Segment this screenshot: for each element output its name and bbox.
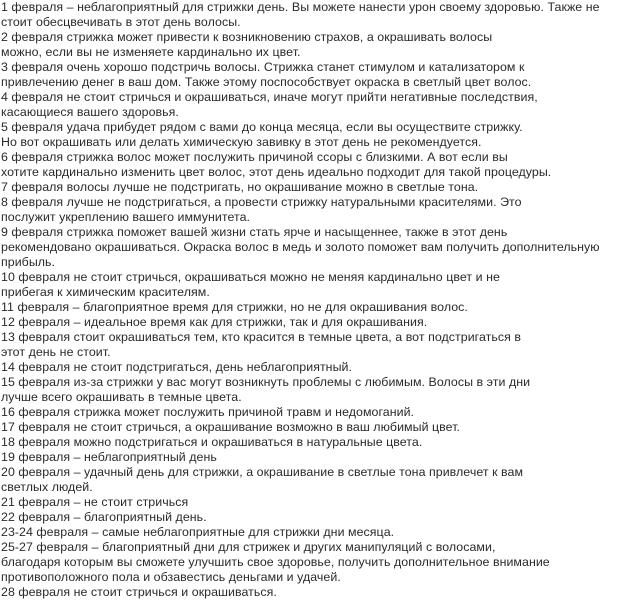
entry-day-19	[1, 450, 637, 465]
entry-day-11	[1, 300, 637, 315]
text-line: 5 февраля удача прибудет рядом с вами до конца месяца, если вы осуществите стрижку.	[1, 120, 523, 134]
entry-day-25-27	[1, 540, 637, 585]
text-line: касающиеся вашего здоровья.	[1, 105, 179, 119]
text-line: 11 февраля – благоприятное время для стрижки, но не для окрашивания волос.	[1, 300, 468, 314]
text-line: 17 февраля не стоит стричься, а окрашивание возможно в ваш любимый цвет.	[1, 420, 461, 434]
text-line: 16 февраля стрижка может послужить причиной травм и недомоганий.	[1, 405, 415, 419]
entry-day-5	[1, 120, 637, 150]
text-line: лучше всего окрашивать в темные цвета.	[1, 390, 242, 404]
text-line: 21 февраля – не стоит стричься	[1, 495, 189, 509]
entry-day-16	[1, 405, 637, 420]
entry-day-1	[1, 0, 637, 30]
text-line: 6 февраля стрижка волос может послужить причиной ссоры с близкими. А вот если вы	[1, 150, 508, 164]
entry-day-15	[1, 375, 637, 405]
text-line: благодаря которым вы сможете улучшить свое здоровье, получить дополнительное внимание	[1, 555, 550, 569]
entry-day-8	[1, 195, 637, 225]
text-line: 9 февраля стрижка поможет вашей жизни стать ярче и насыщеннее, также в этот день	[1, 225, 508, 239]
text-line: 15 февраля из-за стрижки у вас могут возникнуть проблемы с любимым. Волосы в эти дни	[1, 375, 531, 389]
entry-day-9	[1, 225, 637, 270]
text-line: 14 февраля не стоит подстригаться, день неблагоприятный.	[1, 360, 352, 374]
text-line: этот день не стоит.	[1, 345, 111, 359]
text-line: 20 февраля – удачный день для стрижки, а окрашивание в светлые тона привлечет к вам	[1, 465, 524, 479]
text-line: 3 февраля очень хорошо подстричь волосы. Стрижка станет стимулом и катализатором к	[1, 60, 525, 74]
text-line: 22 февраля – благоприятный день.	[1, 510, 207, 524]
entry-day-3	[1, 60, 637, 90]
text-line: 13 февраля стоит окрашиваться тем, кто красится в темные цвета, а вот подстригаться в	[1, 330, 521, 344]
entry-day-23-24	[1, 525, 637, 540]
entry-day-7	[1, 180, 637, 195]
entry-day-28	[1, 585, 637, 600]
text-line: привлечению денег в ваш дом. Также этому поспособствует окраска в светлый цвет волос.	[1, 75, 532, 89]
text-line: послужит укреплению вашего иммунитета.	[1, 210, 251, 224]
entry-day-13	[1, 330, 637, 360]
text-line: 25-27 февраля – благоприятный дни для стрижек и других манипуляций с волосами,	[1, 540, 496, 554]
entry-day-14	[1, 360, 637, 375]
entry-day-17	[1, 420, 637, 435]
text-line: хотите кардинально изменить цвет волос, этот день идеально подходит для такой процедуры.	[1, 165, 552, 179]
text-line: рекомендовано окрашиваться. Окраска волос в медь и золото поможет вам получить дополнительную	[1, 240, 600, 254]
entry-day-12	[1, 315, 637, 330]
text-line: 19 февраля – неблагоприятный день	[1, 450, 217, 464]
text-line: стоит обесцвечивать в этот день волосы.	[1, 15, 241, 29]
entry-day-20	[1, 465, 637, 495]
text-line: 7 февраля волосы лучше не подстригать, но окрашивание можно в светлые тона.	[1, 180, 479, 194]
text-line: 10 февраля не стоит стричься, окрашиваться можно не меняя кардинально цвет и не	[1, 270, 500, 284]
text-line: 8 февраля лучше не подстригаться, а провести стрижку натуральными красителями. Это	[1, 195, 522, 209]
entry-day-18	[1, 435, 637, 450]
text-line: 12 февраля – идеальное время как для стрижки, так и для окрашивания.	[1, 315, 428, 329]
text-line: противоположного пола и обзавестись деньгами и удачей.	[1, 570, 341, 584]
text-line: Но вот окрашивать или делать химическую завивку в этот день не рекомендуется.	[1, 135, 482, 149]
text-line: 28 февраля не стоит стричься и окрашиваться.	[1, 585, 277, 599]
text-line: прибыль.	[1, 255, 56, 269]
text-line: 23-24 февраля – самые неблагоприятные для стрижки дни месяца.	[1, 525, 395, 539]
text-line: светлых людей.	[1, 480, 93, 494]
entry-day-4	[1, 90, 637, 120]
entry-day-22	[1, 510, 637, 525]
entry-day-10	[1, 270, 637, 300]
text-line: 1 февраля – неблагоприятный для стрижки день. Вы можете нанести урон своему здоровью. Также не	[1, 0, 600, 14]
text-line: можно, если вы не изменяете кардинально их цвет.	[1, 45, 301, 59]
text-line: 18 февраля можно подстригаться и окрашиваться в натуральные цвета.	[1, 435, 423, 449]
entry-day-21	[1, 495, 637, 510]
text-line: 4 февраля не стоит стричься и окрашиваться, иначе могут прийти негативные последствия,	[1, 90, 538, 104]
text-line: прибегая к химическим красителям.	[1, 285, 210, 299]
entry-day-2	[1, 30, 637, 60]
entry-day-6	[1, 150, 637, 180]
text-line: 2 февраля стрижка может привести к возникновению страхов, а окрашивать волосы	[1, 30, 493, 44]
